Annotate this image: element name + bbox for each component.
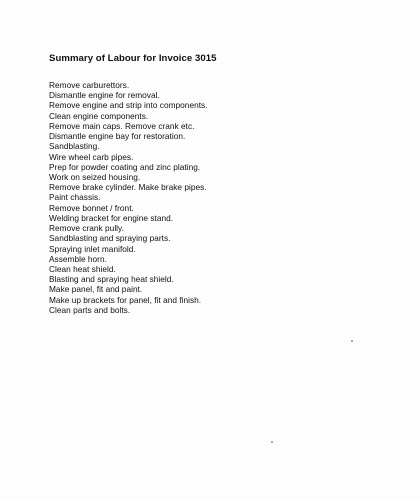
document-title: Summary of Labour for Invoice 3015 <box>49 53 217 64</box>
labour-item: Work on seized housing. <box>49 171 141 182</box>
labour-item: Sandblasting. <box>49 141 100 152</box>
labour-item: Clean parts and bolts. <box>49 304 131 315</box>
labour-item: Remove main caps. Remove crank etc. <box>49 120 195 131</box>
scan-speck <box>271 441 273 443</box>
labour-item: Remove bonnet / front. <box>49 202 134 213</box>
labour-item: Paint chassis. <box>49 192 101 203</box>
labour-item: Clean heat shield. <box>49 263 116 274</box>
labour-item: Remove carburettors. <box>49 80 130 90</box>
labour-item: Welding bracket for engine stand. <box>49 212 174 223</box>
labour-item: Blasting and spraying heat shield. <box>49 274 174 285</box>
labour-item: Make up brackets for panel, fit and finish. <box>49 294 202 305</box>
labour-item: Remove engine and strip into components. <box>49 100 208 111</box>
labour-item: Clean engine components. <box>49 110 149 121</box>
labour-item: Dismantle engine for removal. <box>49 90 160 101</box>
labour-item: Wire wheel carb pipes. <box>49 151 134 162</box>
scan-speck <box>351 340 353 342</box>
labour-item: Remove brake cylinder. Make brake pipes. <box>49 182 207 193</box>
labour-item: Remove crank pully. <box>49 223 124 234</box>
labour-item: Spraying inlet manifold. <box>49 243 136 254</box>
labour-item: Sandblasting and spraying parts. <box>49 233 171 244</box>
labour-item: Assemble horn. <box>49 253 107 264</box>
labour-item: Make panel, fit and paint. <box>49 284 143 295</box>
labour-item-list <box>49 80 208 315</box>
labour-item: Prep for powder coating and zinc plating. <box>49 161 201 172</box>
labour-item: Dismantle engine bay for restoration. <box>49 131 186 142</box>
